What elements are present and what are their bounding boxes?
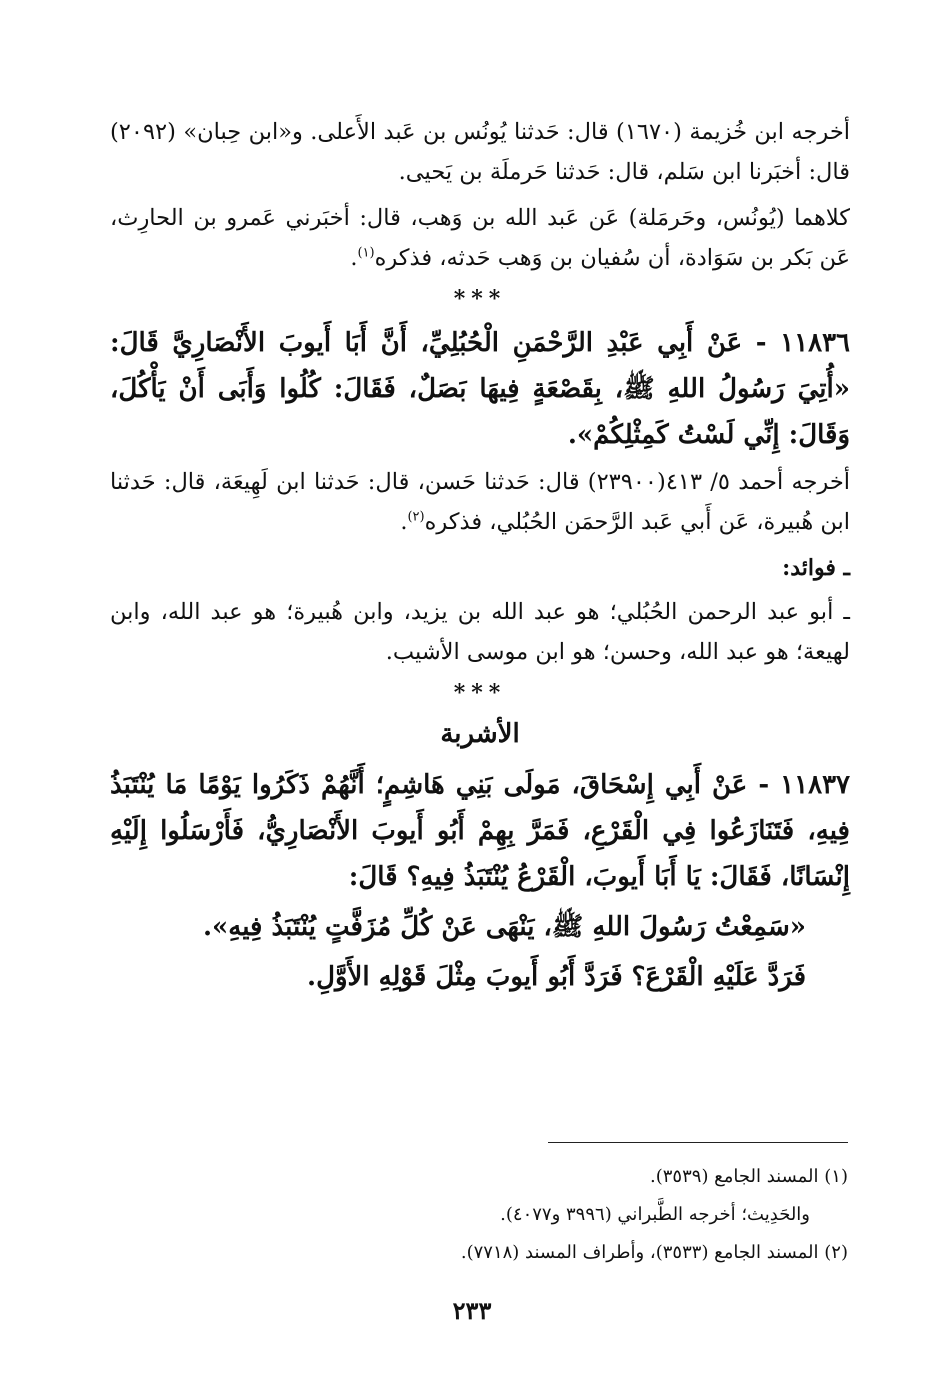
footnotes [148,1158,848,1272]
footnote-2: (٢) المسند الجامع (٣٥٣٣)، وأطراف المسند (٧٧١٨). [460,1242,848,1263]
footnote-ref-1[interactable]: (١) [357,245,375,261]
main-text [110,112,850,1004]
takhrij-paragraph-2: كلاهما (يُونُس، وحَرمَلة) عَن عَبد الله بن وَهب، قال: أخبَرني عَمرو بن الحارِث، عَن بَكر بن سَوَادة، أن سُفيان بن وَهب حَدثه، فذكره$^{(١)}$. [110,205,850,271]
footnote-ref-2[interactable]: (٢) [407,509,425,525]
fawaid-paragraph: ـ أبو عبد الرحمن الحُبُلي؛ هو عبد الله بن يزيد، وابن هُبيرة؛ هو عبد الله، وابن لهيعة؛ هو عبد الله، وحسن؛ هو ابن موسى الأشيب. [110,599,850,665]
page-number: ٢٣٣ [452,1296,492,1325]
footnote-divider [548,1142,848,1143]
takhrij-text: كلاهما (يُونُس، وحَرمَلة) عَن عَبد الله بن وَهب، قال: أخبَرني عَمرو بن الحارِث، عَن بَكر بن سَوَادة، أن سُفيان بن وَهب حَدثه، فذكره [110,205,850,271]
separator-stars: *** [453,680,507,706]
footnote-1: (١) المسند الجامع (٣٥٣٩). [650,1166,848,1187]
hadith-11836: ١١٨٣٦ - عَنْ أَبِي عَبْدِ الرَّحْمَنِ الْحُبُلِيِّ، أَنَّ أَبَا أَيوبَ الأَنْصَارِيَّ قَالَ: «أُتِيَ رَسُولُ اللهِ ﷺ، بِقَصْعَةٍ فِيهَا بَصَلٌ، فَقَالَ: كُلُوا وَأَبَى أَنْ يَأْكُلَ، وَقَالَ: إِنِّي لَسْتُ كَمِثْلِكُمْ». [110,328,850,450]
hadith-11837-quote: «سَمِعْتُ رَسُولَ اللهِ ﷺ، يَنْهَى عَنْ كُلِّ مُزَفَّتٍ يُنْتَبَذُ فِيهِ». [202,912,806,942]
fawaid-heading: ـ فوائد: [782,555,850,581]
takhrij-text: أخرجه أحمد ٥/ ٤١٣(٢٣٩٠٠) قال: حَدثنا حَسن، قال: حَدثنا ابن لَهِيعَة، قال: حَدثنا ابن هُبيرة، عَن أَبي عَبد الرَّحمَن الحُبُلي، فذكره [110,469,850,535]
section-heading: الأشربة [440,719,520,749]
footnote-1-continued: والحَدِيث؛ أخرجه الطَّبراني (٣٩٩٦ و٤٠٧٧). [500,1204,810,1225]
hadith-11837: ١١٨٣٧ - عَنْ أَبِي إِسْحَاقَ، مَولَى بَنِي هَاشِمٍ؛ أَنَّهُمْ ذَكَرُوا يَوْمًا مَا يُنْتَبَذُ فِيهِ، فَتَنَازَعُوا فِي الْقَرْعِ، فَمَرَّ بِهِمْ أَبُو أَيوبَ الأَنْصَارِيُّ، فَأَرْسَلُوا إِلَيْهِ إِنْسَانًا، فَقَالَ: يَا أَبَا أَيوبَ، الْقَرْعُ يُنْتَبَذُ فِيهِ؟ قَالَ: [110,770,850,892]
hadith-11837-reply: فَرَدَّ عَلَيْهِ الْقَرْعَ؟ فَرَدَّ أَبُو أَيوبَ مِثْلَ قَوْلِهِ الأَوَّلِ. [307,962,806,992]
takhrij-paragraph-3: أخرجه أحمد ٥/ ٤١٣(٢٣٩٠٠) قال: حَدثنا حَسن، قال: حَدثنا ابن لَهِيعَة، قال: حَدثنا ابن هُبيرة، عَن أَبي عَبد الرَّحمَن الحُبُلي، فذكره$^{(٢)}$. [110,469,850,535]
separator-stars: *** [453,286,507,312]
takhrij-paragraph-1: أخرجه ابن خُزيمة (١٦٧٠) قال: حَدثنا يُونُس بن عَبد الأَعلى. و«ابن حِبان» (٢٠٩٢) قال: أخبَرنا ابن سَلم، قال: حَدثنا حَرملَة بن يَحيى. [110,119,850,185]
